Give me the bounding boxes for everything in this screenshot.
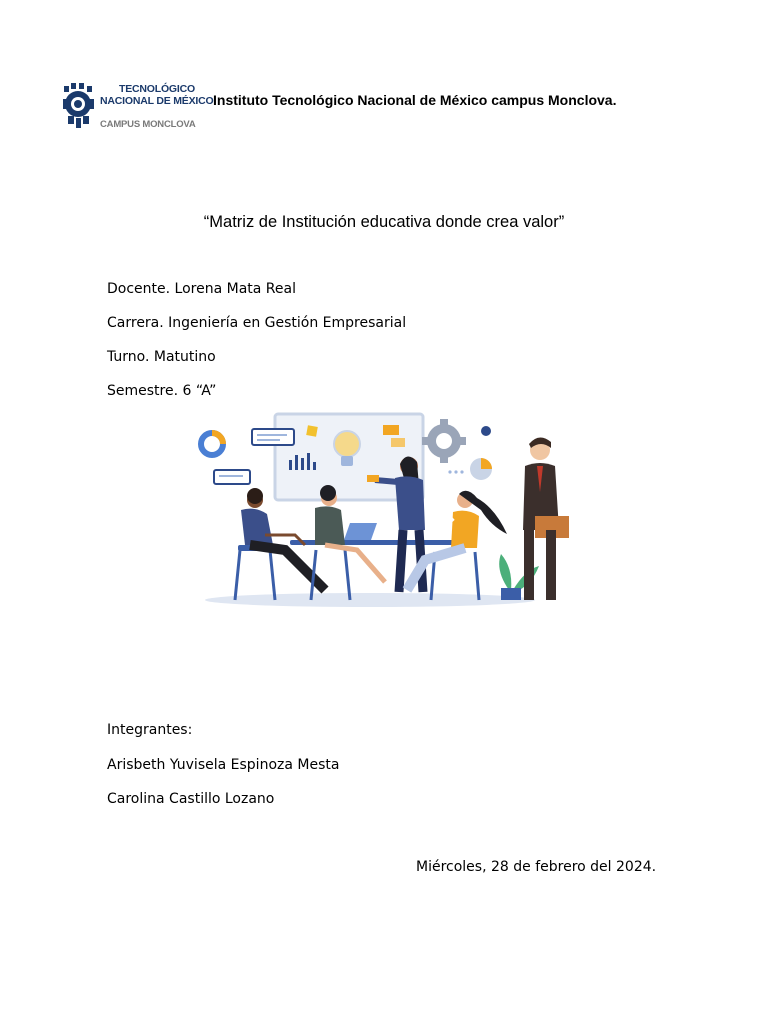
document-date: Miércoles, 28 de febrero del 2024. [416, 859, 657, 875]
logo-line-1: TECNOLÓGICO [119, 83, 195, 95]
standing-man-figure [523, 437, 569, 600]
shift-line: Turno. Matutino [107, 349, 216, 365]
logo-line-3: CAMPUS MONCLOVA [100, 119, 196, 130]
pie-chart-icon [470, 458, 492, 480]
member-1: Arisbeth Yuvisela Espinoza Mesta [107, 757, 340, 773]
donut-chart-icon [201, 433, 223, 455]
institution-logo [62, 82, 214, 134]
document-title: “Matriz de Institución educativa donde crea valor” [203, 213, 565, 231]
members-label: Integrantes: [107, 722, 193, 738]
logo-line-2: NACIONAL DE MÉXICO [100, 95, 214, 107]
semester-line: Semestre. 6 “A” [107, 383, 217, 399]
member-2: Carolina Castillo Lozano [107, 791, 275, 807]
tecnm-emblem-icon [62, 82, 96, 130]
institution-name: Instituto Tecnológico Nacional de México campus Monclova. [213, 92, 617, 108]
career-line: Carrera. Ingeniería en Gestión Empresarial [107, 315, 407, 331]
teacher-line: Docente. Lorena Mata Real [107, 281, 296, 297]
gear-icon [422, 419, 466, 463]
team-meeting-illustration [195, 410, 580, 610]
